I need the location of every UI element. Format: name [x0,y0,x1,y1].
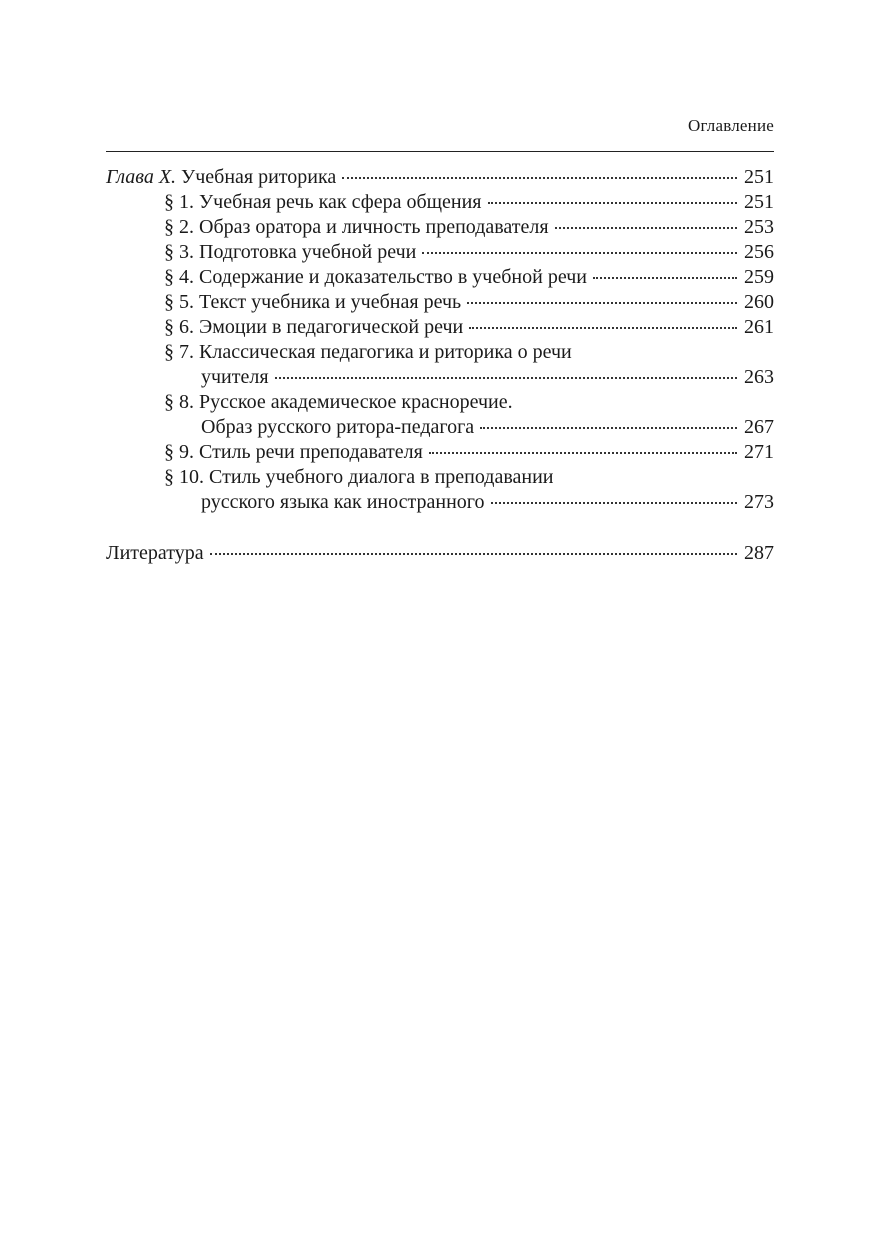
dot-leader [469,327,737,329]
page-number: 253 [744,216,774,238]
section-title: § 1. Учебная речь как сфера общения [164,191,482,213]
page-number: 271 [744,441,774,463]
running-head: Оглавление [688,116,774,135]
section-title: § 2. Образ оратора и личность преподавателя [164,216,549,238]
toc-section-entry[interactable] [106,340,774,390]
dot-leader [480,427,737,429]
dot-leader [488,202,737,204]
toc-chapter-entry[interactable] [106,165,774,190]
chapter-label: Глава X. [106,166,177,188]
toc-section-entry[interactable] [106,215,774,240]
section-title-line1: § 8. Русское академическое красноречие. [164,391,513,413]
header-rule [106,151,774,152]
dot-leader [429,452,737,454]
page-number: 260 [744,291,774,313]
toc-section-entry[interactable] [106,190,774,215]
toc-section-entry[interactable] [106,265,774,290]
page-number: 267 [744,416,774,438]
toc-section-entry[interactable] [106,440,774,465]
page-number: 251 [744,191,774,213]
dot-leader [555,227,737,229]
dot-leader [210,553,737,555]
page-number: 251 [744,166,774,188]
page-number: 263 [744,366,774,388]
page-number: 287 [744,542,774,564]
page-number: 259 [744,266,774,288]
section-title: § 9. Стиль речи преподавателя [164,441,423,463]
chapter-name: Учебная риторика [181,166,337,188]
section-title: § 5. Текст учебника и учебная речь [164,291,462,313]
section-title: § 3. Подготовка учебной речи [164,241,417,263]
page-number: 261 [744,316,774,338]
chapter-title [106,165,336,190]
page-number: 256 [744,241,774,263]
section-title: § 4. Содержание и доказательство в учебной речи [164,266,587,288]
dot-leader [342,177,737,179]
toc-section-entry[interactable] [106,315,774,340]
section-title-continuation [106,365,774,390]
toc-section-entry[interactable] [106,390,774,440]
dot-leader [593,277,737,279]
section-title-line1: § 10. Стиль учебного диалога в преподавании [164,466,554,488]
section-title-line2: учителя [201,366,269,388]
toc-literature-entry[interactable] [106,541,774,566]
dot-leader [491,502,738,504]
section-title: § 6. Эмоции в педагогической речи [164,316,464,338]
literature-title: Литература [106,542,204,564]
dot-leader [422,252,737,254]
toc-section-entry[interactable] [106,290,774,315]
table-of-contents [106,165,774,566]
dot-leader [275,377,737,379]
section-title-continuation [106,415,774,440]
toc-section-entry[interactable] [106,465,774,515]
page-number: 273 [744,491,774,513]
toc-section-entry[interactable] [106,240,774,265]
section-title-line2: русского языка как иностранного [201,491,485,513]
section-title-line1: § 7. Классическая педагогика и риторика о речи [164,341,572,363]
dot-leader [467,302,737,304]
spacer [106,515,774,541]
section-title-line2: Образ русского ритора-педагога [201,416,475,438]
page [106,0,774,1240]
section-title-continuation [106,490,774,515]
